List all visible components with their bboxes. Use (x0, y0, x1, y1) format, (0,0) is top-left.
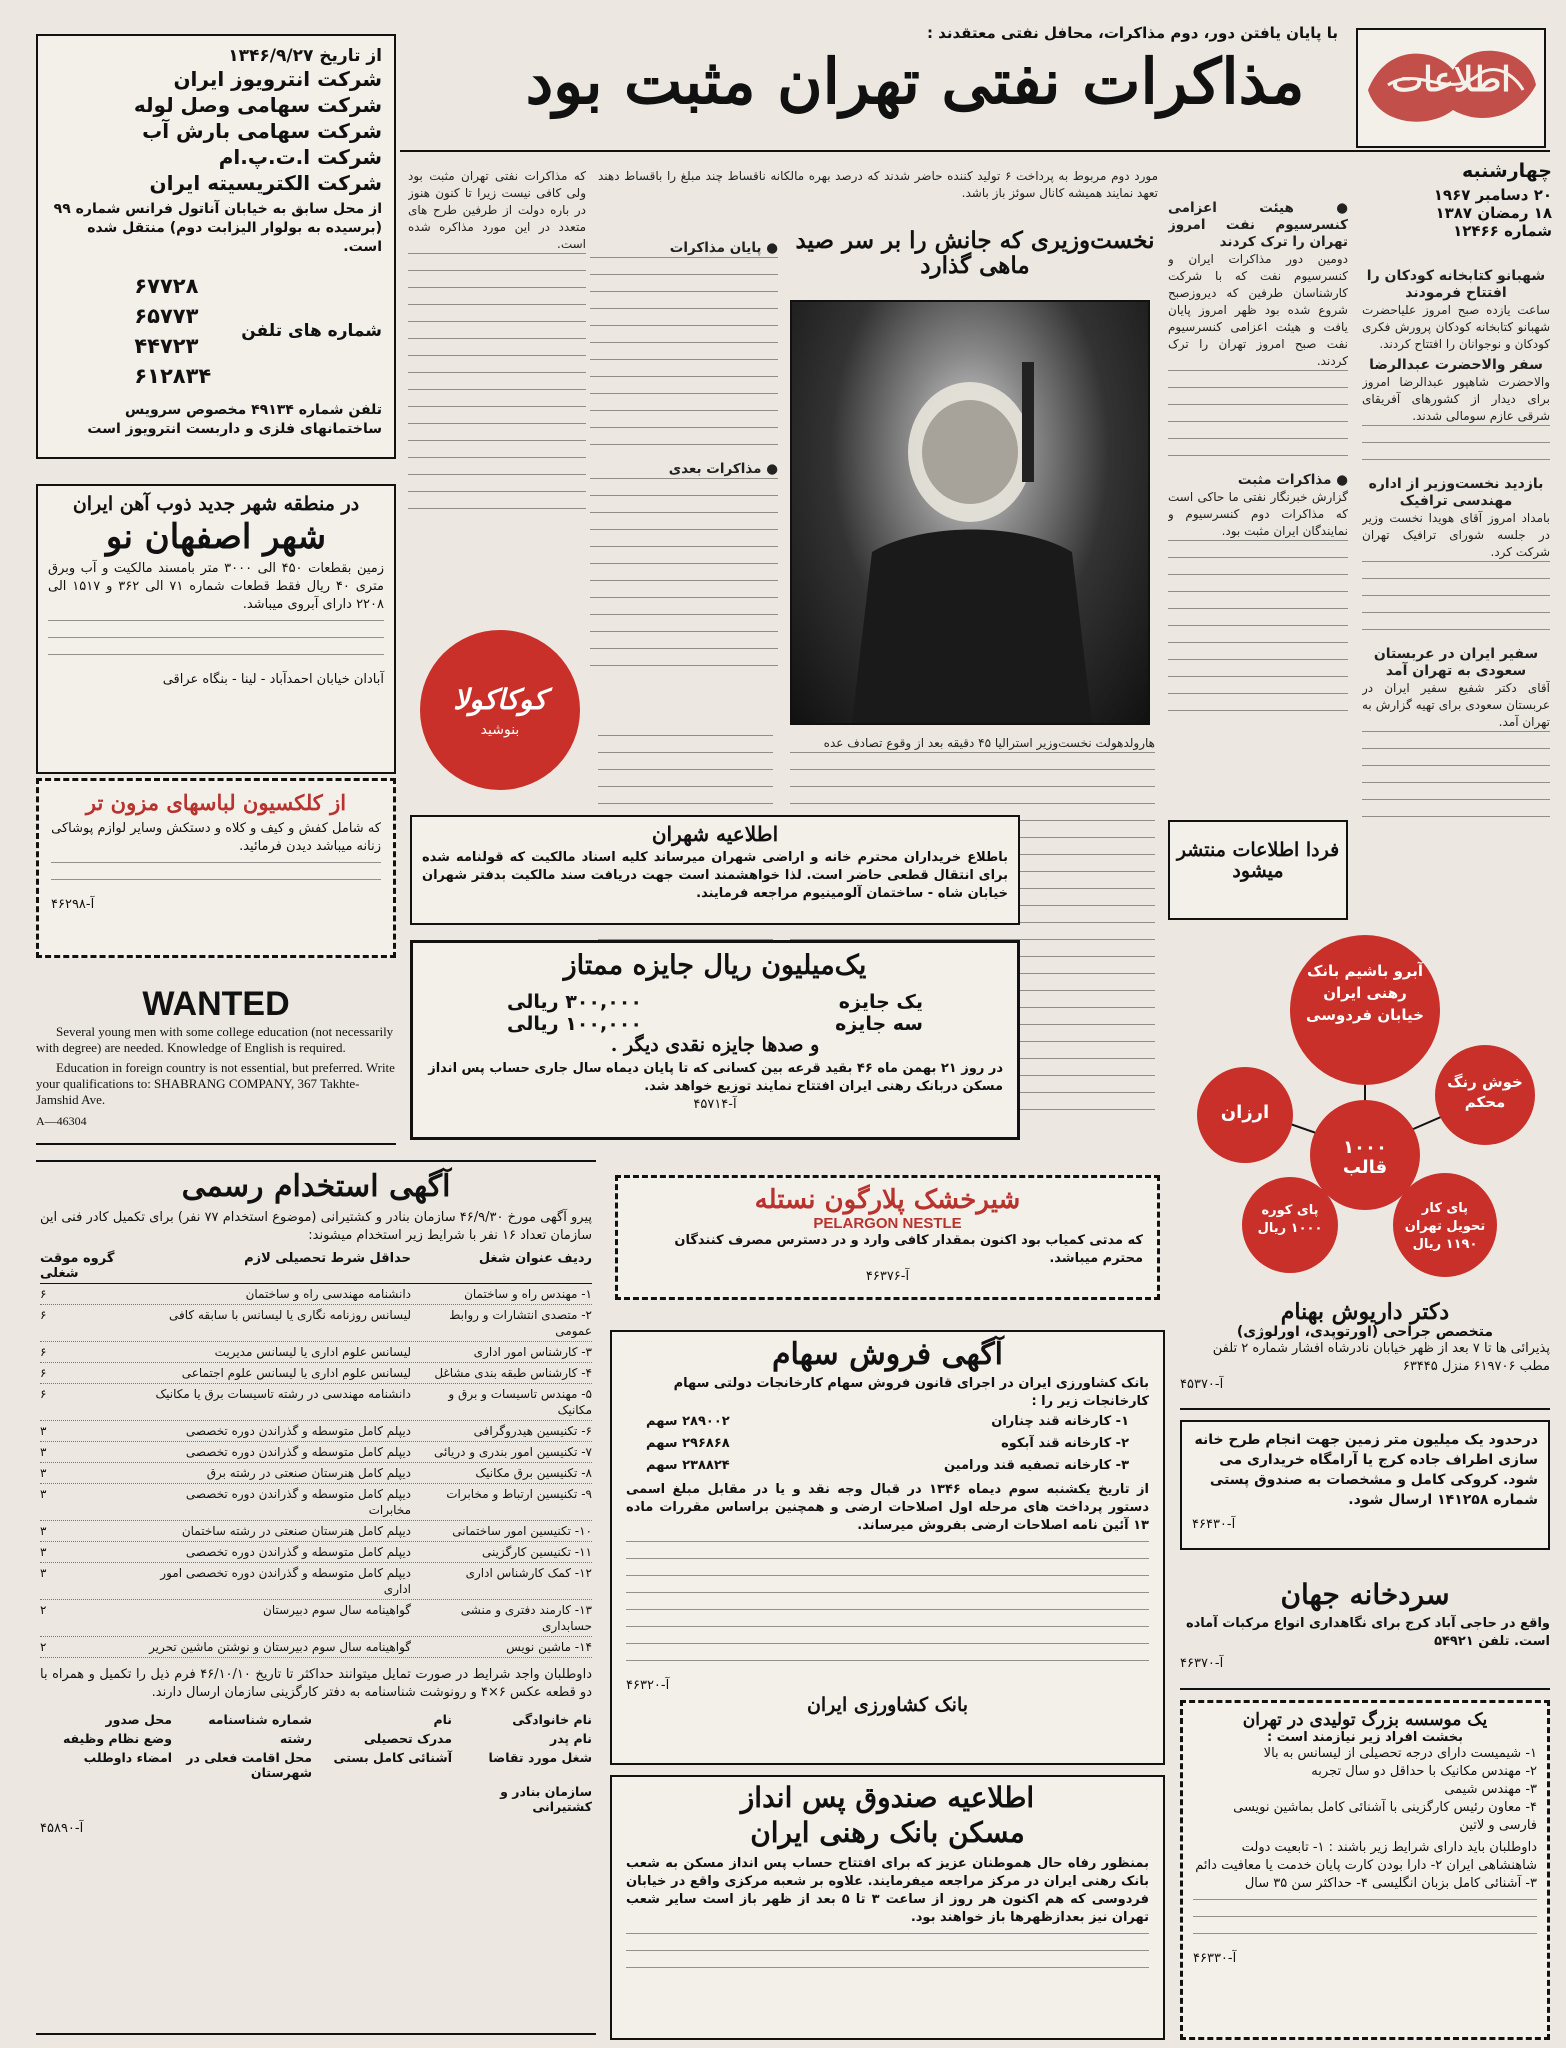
job-title-cell: ۷- تکنیسین امور بندری و دریائی (434, 1445, 592, 1459)
employment-intro: پیرو آگهی مورخ ۴۶/۹/۳۰ سازمان بنادر و کشتیرانی (موضوع استخدام ۷۷ نفر) برای تکمیل کادر فنی این سازمان تعداد ۱۶ نفر با شرایط زیر استخدام میشوند: (40, 1210, 592, 1243)
form-field-label: رشته (279, 1731, 312, 1746)
coldstore-title: سردخانه جهان (1280, 1578, 1450, 1611)
job-title-cell: ۸- تکنیسین برق مکانیک (475, 1466, 592, 1480)
group-cell: ۶ (40, 1345, 47, 1359)
side-item-body: والاحضرت شاهپور عبدالرضا امروز برای دیدار از کشورهای آفریقای شرقی عازم سومالی شدند. (1362, 375, 1550, 423)
date-gregorian: ۲۰ دسامبر ۱۹۶۷ (1433, 186, 1552, 204)
ad-code: آ-۴۶۴۳۰ (1192, 1517, 1236, 1532)
employment-ad (36, 1160, 596, 2035)
job-title-cell: ۱۰- تکنیسین امور ساختمانی (452, 1524, 592, 1538)
requirement-cell: گواهینامه سال سوم دبیرستان (263, 1603, 411, 1617)
coldstore-ad (1180, 1580, 1550, 1690)
diver-photo (790, 300, 1150, 725)
requirement-cell: گواهینامه سال سوم دبیرستان و نوشتن ماشین تحریر (149, 1640, 411, 1654)
lottery-ad (410, 940, 1020, 1140)
job-title-cell: ۱۴- ماشین نویس (506, 1640, 592, 1654)
requirement-cell: دیپلم کامل هنرستان صنعتی در رشته برق (206, 1466, 411, 1480)
savings-title: اطلاعیه صندوق پس انداز (740, 1781, 1035, 1814)
isfahan-ad (36, 484, 396, 774)
form-field-label: نام پدر (549, 1731, 592, 1746)
prize-label: سه جایزه (835, 1012, 923, 1035)
form-field-label: امضاء داوطلب (83, 1750, 172, 1765)
group-cell: ۳ (40, 1524, 47, 1538)
share-factory: ۱- کارخانه قند چناران (991, 1414, 1129, 1429)
brick-top-text: آبرو باشیم بانک رهنی ایران خیابان فردوسی (1306, 962, 1424, 1024)
table-row (40, 1305, 592, 1342)
doctor-ad (1180, 1300, 1550, 1410)
isfahan-kicker: در منطقه شهر جدید ذوب آهن ایران (72, 493, 360, 515)
continuation-column (590, 240, 778, 800)
requirement-cell: دانشنامه مهندسی راه و ساختمان (245, 1287, 411, 1301)
ad-code: آ-۴۶۲۹۸ (51, 897, 95, 913)
brick-ad (1180, 930, 1550, 1280)
group-cell: ۳ (40, 1466, 47, 1480)
job-title-cell: ۱- مهندس راه و ساختمان (464, 1287, 592, 1301)
company-address: از محل سابق به خیابان آناتول فرانس شماره ۹۹ (برسیده به بولوار الیزابت دوم) منتقل شده است. (53, 201, 382, 255)
middle-story-body: مورد دوم مربوط به پرداخت ۶ تولید کننده حاضر شدند که درصد بهره مالکانه ناقساط چند مبلغ را باقساط دهند تعهد نمایند همیشه کانال سوئز باز باشد. (598, 169, 1158, 200)
share-count: ۲۹۶۸۶۸ سهم (646, 1436, 730, 1451)
land-body: درحدود یک میلیون متر زمین جهت انجام طرح خانه سازی اطراف جاده کرج یا آرامگاه خریداری می شود. کروکی کامل و مشخصات به صندوق پستی شماره ۱۴۱۲۵۸ ارسال شود. (1194, 1432, 1538, 1508)
wanted-body: Several young men with some college education (not necessarily with degree) are needed. Knowledge of English is required. (36, 1024, 394, 1055)
requirement-cell: دیپلم کامل هنرستان صنعتی در رشته ساختمان (181, 1524, 411, 1538)
lead-section-body: گزارش خبرنگار نفتی ما حاکی است که مذاکرات دوم کنسرسیوم و نمایندگان ایران مثبت بود. (1168, 490, 1348, 538)
group-cell: ۳ (40, 1545, 47, 1559)
savings-notice (610, 1775, 1165, 2040)
ad-code: آ-۴۶۳۲۰ (626, 1678, 670, 1693)
requirement-cell: دیپلم کامل متوسطه و گذراندن دوره تخصصی امور اداری (160, 1566, 411, 1596)
ad-code: A—46304 (36, 1114, 87, 1128)
nestle-latin: PELARGON NESTLE (813, 1214, 962, 1232)
share-row (626, 1411, 1149, 1433)
isfahan-body: زمین بقطعات ۴۵۰ الی ۳۰۰۰ متر بامسند مالکیت و آب وبرق متری ۴۰ ریال فقط قطعات شماره ۷۱ الی ۳۶۲ و ۱۵۱۷ الی ۲۲۰۸ دارای آبروی میباشد. (48, 561, 384, 613)
weekday: چهارشنبه (1461, 160, 1552, 182)
job-title-cell: ۲- متصدی انتشارات و روابط عمومی (449, 1308, 592, 1338)
job-title-cell: ۳- کارشناس امور اداری (473, 1345, 592, 1359)
factory-body: داوطلبان باید دارای شرایط زیر باشند : ۱- تابعیت دولت شاهنشاهی ایران ۲- دارا بودن کارت پایان خدمت یا معافیت دائم ۳- آشنائی کامل بزبان انگلیسی ۴- حداکثر سن ۳۵ سال (1195, 1839, 1537, 1891)
savings-title: مسکن بانک رهنی ایران (750, 1815, 1025, 1849)
middle-subhead: ● پایان مذاکرات (669, 240, 778, 256)
issue-number: شماره ۱۲۴۶۶ (1453, 222, 1552, 240)
phone-number: ۶۷۷۲۸ (134, 274, 199, 298)
shahran-title: اطلاعیه شهران (651, 822, 779, 846)
side-item-title: شهبانو کتابخانه کودکان را افتتاح فرمودند (1366, 268, 1546, 301)
requirement-cell: دیپلم کامل متوسطه و گذراندن دوره تخصصی (185, 1424, 411, 1438)
clothes-body: که شامل کفش و کیف و کلاه و دستکش وسایر لوازم پوشاکی زنانه میباشد دیدن فرمائید. (51, 821, 381, 855)
table-row (40, 1421, 592, 1442)
page-headline: مذاکرات نفتی تهران مثبت بود (525, 45, 1305, 118)
factory-item: ۴- معاون رئیس کارگزینی با آشنائی کامل بماشین نویسی فارسی و لاتین (1233, 1799, 1537, 1833)
headline-rule (400, 150, 1550, 152)
side-item-title: سفر والاحضرت عبدالرضا (1369, 357, 1543, 373)
cocacola-brand: کوکاکولا (453, 682, 547, 716)
requirement-cell: دانشنامه مهندسی در رشته تاسیسات برق یا مکانیک (155, 1387, 411, 1401)
brick-center-text: ۱۰۰۰ قالب (1342, 1137, 1388, 1178)
doctor-name: دکتر داریوش بهنام (1280, 1299, 1450, 1325)
prize-value: ۱۰۰,۰۰۰ ریالی (507, 1012, 642, 1035)
ad-code: آ-۴۶۳۷۶ (865, 1268, 910, 1284)
wanted-body: Education in foreign country is not essential, but preferred. Write your qualifications to: SHABRANG COMPANY, 367 Takhte-Jamshid Ave. (36, 1060, 395, 1107)
table-row (40, 1521, 592, 1542)
company-name: شرکت ا.ت.پ.ام (218, 145, 382, 169)
company-name: شرکت سهامی بارش آب (142, 119, 382, 143)
requirement-cell: دیپلم کامل متوسطه و گذراندن دوره تخصصی مخابرات (185, 1487, 411, 1517)
nestle-body: که مدتی کمیاب بود اکنون بمقدار کافی وارد و در دسترس مصرف کنندگان محترم میباشد. (674, 1232, 1143, 1266)
form-field-label: محل صدور (105, 1712, 172, 1727)
form-field-label: مدرک تحصیلی (363, 1731, 452, 1746)
middle-story-column (598, 168, 1158, 228)
notice-intro: از تاریخ ۱۳۴۶/۹/۲۷ (228, 46, 382, 66)
table-row (40, 1463, 592, 1484)
shahran-body: باطلاع خریداران محترم خانه و اراضی شهران میرساند کلیه اسناد مالکیت که قولنامه شده برای انتقال قطعی حاضر است. لذا خواهشمند است جهت دریافت سند مالکیت بدفتر شهران خیابان شاه - ساختمان آلومینیوم مراجعه فرمایند. (422, 850, 1008, 901)
form-field-label: شماره شناسنامه (208, 1712, 312, 1727)
side-item-body: آقای دکتر شفیع سفیر ایران در عربستان سعودی برای تهیه گزارش به تهران آمد. (1362, 681, 1550, 729)
factory-title: یک موسسه بزرگ تولیدی در تهران (1242, 1710, 1488, 1730)
form-field-label: شغل مورد تقاضا (488, 1750, 592, 1765)
form-field-label: نام خانوادگی (512, 1712, 592, 1727)
application-form (40, 1712, 592, 1814)
company-name: شرکت انترویوز ایران (173, 67, 382, 91)
cocacola-ad (410, 620, 590, 820)
brick-right-text: خوش رنگ محکم (1447, 1073, 1523, 1111)
coldstore-body: واقع در حاجی آباد کرج برای نگاهداری انواع مرکبات آماده است. تلفن ۵۴۹۲۱ (1185, 1615, 1550, 1649)
group-cell: ۲ (40, 1603, 47, 1617)
brick-br-text: پای کار تحویل تهران ۱۱۹۰ ریال (1404, 1201, 1486, 1252)
share-row (626, 1433, 1149, 1455)
boxed-notice (1168, 820, 1348, 920)
lottery-body: در روز ۲۱ بهمن ماه ۴۶ بقید قرعه بین کسانی که تا پایان دیماه سال جاری حساب پس انداز مسکن دربانک رهنی ایران افتتاح نمایند توزیع خواهد شد. (428, 1060, 1003, 1094)
employment-body: داوطلبان واجد شرایط در صورت تمایل میتوانند حداکثر تا تاریخ ۴۶/۱۰/۱۰ فرم ذیل را تکمیل و همراه با دو قطعه عکس ۶×۴ و رونوشت شناسنامه به دفتر کارگزینی سازمان ارسال دارند. (40, 1667, 592, 1700)
cocacola-slogan: بنوشید (480, 721, 520, 738)
lead-section-title: ● هیئت اعزامی کنسرسیوم نفت امروز تهران را ترک کردند (1168, 200, 1348, 250)
shares-title: آگهی فروش سهام (771, 1337, 1004, 1372)
logo-year: ۱۳۰۳ (1500, 119, 1532, 134)
lead-story-column (1168, 200, 1348, 890)
table-row (40, 1363, 592, 1384)
form-field-label: محل اقامت فعلی در شهرستان (186, 1750, 312, 1780)
job-title-cell: ۵- مهندس تاسیسات و برق و مکانیک (448, 1387, 592, 1417)
side-item-body: ساعت یازده صبح امروز علیاحضرت شهبانو کتابخانه کودکان پرورش فکری کودکان و نوجوانان را افتتاح کردند. (1362, 303, 1550, 351)
tomorrow-notice: فردا اطلاعات منتشر میشود (1176, 839, 1340, 882)
side-news-column (1362, 268, 1550, 908)
lead-section-body: دومین دور مذاکرات ایران و کنسرسیوم نفت که با شرکت کارشناسان طرفین که دیروزصبح شروع شده بود ظهر امروز پایان یافت و هیئت اعزامی کنسرسیوم نفت صبح امروز تهران را ترک کردند. (1168, 252, 1348, 368)
photo-caption-text: هارولدهولت نخست‌وزیر استرالیا ۴۵ دقیقه بعد از وقوع تصادف عده (823, 736, 1155, 750)
phone-number: ۶۵۷۷۳ (134, 304, 199, 328)
cocacola-logo (420, 630, 580, 790)
form-field-label: وضع نظام وظیفه (62, 1731, 172, 1746)
brick-bl-text: پای کوره ۱۰۰۰ ریال (1257, 1203, 1323, 1236)
employment-table (40, 1284, 592, 1658)
ad-code: آ-۴۵۸۹۰ (40, 1821, 84, 1836)
group-cell: ۶ (40, 1308, 47, 1322)
column-header: گروه موقت شغلی (40, 1251, 115, 1281)
table-row (40, 1442, 592, 1463)
column-header: حداقل شرط تحصیلی لازم (244, 1251, 411, 1266)
form-field-label: آشنائی کامل بستی (333, 1750, 452, 1765)
factory-ad (1180, 1700, 1550, 2040)
company-name: شرکت سهامی وصل لوله (133, 93, 382, 117)
headline-kicker: با پایان یافتن دور، دوم مذاکرات، محافل نفتی معتقدند : (926, 24, 1338, 42)
company-move-notice (36, 34, 396, 459)
left-story-body: که مذاکرات نفتی تهران مثبت بود ولی کافی نیست زیرا تا کنون هنوز در باره دولت از طرفین طرح های متعدد در این مورد مذاکره شده است. (408, 169, 586, 251)
share-factory: ۲- کارخانه قند آبکوه (1001, 1436, 1129, 1451)
job-title-cell: ۱۲- کمک کارشناس اداری (465, 1566, 592, 1580)
brick-left-text: ارزان (1220, 1102, 1270, 1123)
column-header: ردیف عنوان شغل (478, 1251, 592, 1266)
group-cell: ۶ (40, 1387, 47, 1401)
table-row (40, 1542, 592, 1563)
requirement-cell: لیسانس روزنامه نگاری یا لیسانس با سابقه کافی (169, 1308, 411, 1322)
form-field-label: نام (433, 1712, 452, 1727)
table-row (40, 1284, 592, 1305)
wanted-title: WANTED (142, 985, 290, 1023)
job-title-cell: ۹- تکنیسین ارتباط و مخابرات (446, 1487, 592, 1501)
shares-ad (610, 1330, 1165, 1765)
company-name: شرکت الکتریسیته ایران (149, 171, 382, 195)
group-cell: ۳ (40, 1424, 47, 1438)
prize-value: ۳۰۰,۰۰۰ ریالی (507, 990, 642, 1013)
table-row (40, 1600, 592, 1637)
side-item-title: بازدید نخست‌وزیر از اداره مهندسی ترافیک (1368, 476, 1544, 509)
wanted-ad (36, 985, 396, 1145)
factory-subtitle: بخشت افراد زیر نیازمند است : (1266, 1729, 1464, 1745)
nestle-title: شیرخشک پلارگون نستله (754, 1185, 1021, 1215)
job-title-cell: ۱۳- کارمند دفتری و منشی حسابداری (460, 1603, 592, 1633)
table-row (40, 1563, 592, 1600)
prize-more: و صدها جایزه نقدی دیگر . (610, 1033, 820, 1056)
job-title-cell: ۱۱- تکنیسین کارگزینی (482, 1545, 592, 1559)
group-cell: ۲ (40, 1640, 47, 1654)
group-cell: ۶ (40, 1366, 47, 1380)
requirement-cell: لیسانس علوم اداری یا لیسانس علوم اجتماعی (181, 1366, 411, 1380)
middle-subhead: ● مذاکرات بعدی (668, 461, 778, 477)
job-title-cell: ۶- تکنیسین هیدروگرافی (473, 1424, 592, 1438)
land-ad (1180, 1420, 1550, 1550)
phones-label: شماره های تلفن (241, 321, 382, 341)
nestle-ad (615, 1175, 1160, 1300)
employment-title: آگهی استخدام رسمی (181, 1169, 451, 1204)
issue-date-block (1352, 160, 1552, 260)
shares-intro: بانک کشاورزی ایران در اجرای قانون فروش سهام کارخانجات دولتی سهام کارخانجات زیر را : (673, 1376, 1149, 1409)
phone-number: ۶۱۲۸۳۴ (134, 364, 212, 388)
table-row (40, 1342, 592, 1363)
form-field-label: سازمان بنادر و کشتیرانی (500, 1784, 592, 1814)
requirement-cell: دیپلم کامل متوسطه و گذراندن دوره تخصصی (185, 1545, 411, 1559)
factory-item: ۱- شیمیست دارای درجه تحصیلی از لیسانس به بالا (1263, 1745, 1537, 1761)
ad-code: آ-۴۵۷۱۴ (693, 1096, 737, 1112)
ad-code: آ-۴۵۳۷۰ (1180, 1377, 1224, 1393)
side-item-body: بامداد امروز آقای هویدا نخست وزیر در جلسه شورای ترافیک تهران شرکت کرد. (1362, 511, 1550, 559)
ad-code: آ-۴۶۳۷۰ (1180, 1655, 1224, 1671)
shares-body: از تاریخ یکشنبه سوم دیماه ۱۳۴۶ در قبال وجه نقد و یا در مقابل مبلغ اسمی دستور پرداخت های مرحله اول اصلاحات ارضی و همچنین براساس مقررات ماده ۱۳ آئین نامه اصلاحات ارضی بفروش میرساند. (626, 1482, 1149, 1533)
requirement-cell: لیسانس علوم اداری یا لیسانس مدیریت (214, 1345, 411, 1359)
share-row (626, 1455, 1149, 1477)
phone-number: ۴۴۷۲۳ (134, 334, 199, 358)
clothes-title: از کلکسیون لباسهای مزون تر (85, 790, 347, 815)
lottery-title: یک‌میلیون ریال جایزه ممتاز (563, 950, 867, 981)
factory-item: ۲- مهندس مکانیک با حداقل دو سال تجربه (1311, 1763, 1537, 1779)
shares-signature: بانک کشاورزی ایران (806, 1694, 969, 1716)
factory-item: ۳- مهندس شیمی (1444, 1781, 1537, 1797)
share-count: ۲۸۹۰۰۲ سهم (646, 1414, 730, 1429)
table-row (40, 1384, 592, 1421)
lead-section-title: ● مذاکرات مثبت (1237, 472, 1348, 488)
isfahan-title: شهر اصفهان نو (105, 516, 327, 557)
share-factory: ۳- کارخانه تصفیه قند ورامین (943, 1458, 1129, 1473)
logo (1356, 28, 1546, 148)
table-row (40, 1637, 592, 1658)
requirement-cell: دیپلم کامل متوسطه و گذراندن دوره تخصصی (185, 1445, 411, 1459)
doctor-specialty: متخصص جراحی (اورتوپدی، اورلوژی) (1236, 1324, 1494, 1341)
group-cell: ۶ (40, 1287, 47, 1301)
left-story-column (408, 168, 586, 568)
table-row (40, 1484, 592, 1521)
group-cell: ۳ (40, 1566, 47, 1580)
shahran-notice (410, 815, 1020, 925)
date-hijri: ۱۸ رمضان ۱۳۸۷ (1435, 204, 1552, 222)
photo-story-headline: نخست‌وزیری که جانش را بر سر صید ماهی گذارد (795, 227, 1155, 280)
group-cell: ۳ (40, 1487, 47, 1501)
group-cell: ۳ (40, 1445, 47, 1459)
share-count: ۲۳۸۸۲۴ سهم (646, 1458, 730, 1473)
logo-text: اطلاعات (1391, 60, 1511, 100)
doctor-body: پذیرائی ها تا ۷ بعد از ظهر خیابان نادرشاه افشار شماره ۲ تلفن مطب ۶۱۹۷۰۶ منزل ۶۳۴۴۵ (1212, 1341, 1550, 1375)
clothes-ad (36, 778, 396, 958)
job-title-cell: ۴- کارشناس طبقه بندی مشاغل (434, 1366, 592, 1380)
prize-label: یک جایزه (838, 990, 923, 1013)
side-item-title: سفیر ایران در عربستان سعودی به تهران آمد (1373, 646, 1539, 679)
isfahan-footer: آبادان خیابان احمدآباد - لینا - بنگاه عراقی (162, 672, 384, 688)
savings-body: بمنظور رفاه حال هموطنان عزیز که برای افتتاح حساب پس انداز مسکن به شعب بانک رهنی ایران در مرکز مراجعه میفرمایند. علاوه بر شعبه مرکزی واقع در خیابان فردوسی که هم اکنون هر روز از ساعت ۳ تا ۵ بعد از ظهر باز است سایر شعب تهران نیز بعدازظهرها باز خواهند بود. (626, 1855, 1149, 1925)
ad-code: آ-۴۶۳۳۰ (1193, 1950, 1237, 1966)
notice-footer: تلفن شماره ۴۹۱۳۴ مخصوص سرویس ساختمانهای فلزی و داربست انترویوز است (87, 402, 382, 437)
